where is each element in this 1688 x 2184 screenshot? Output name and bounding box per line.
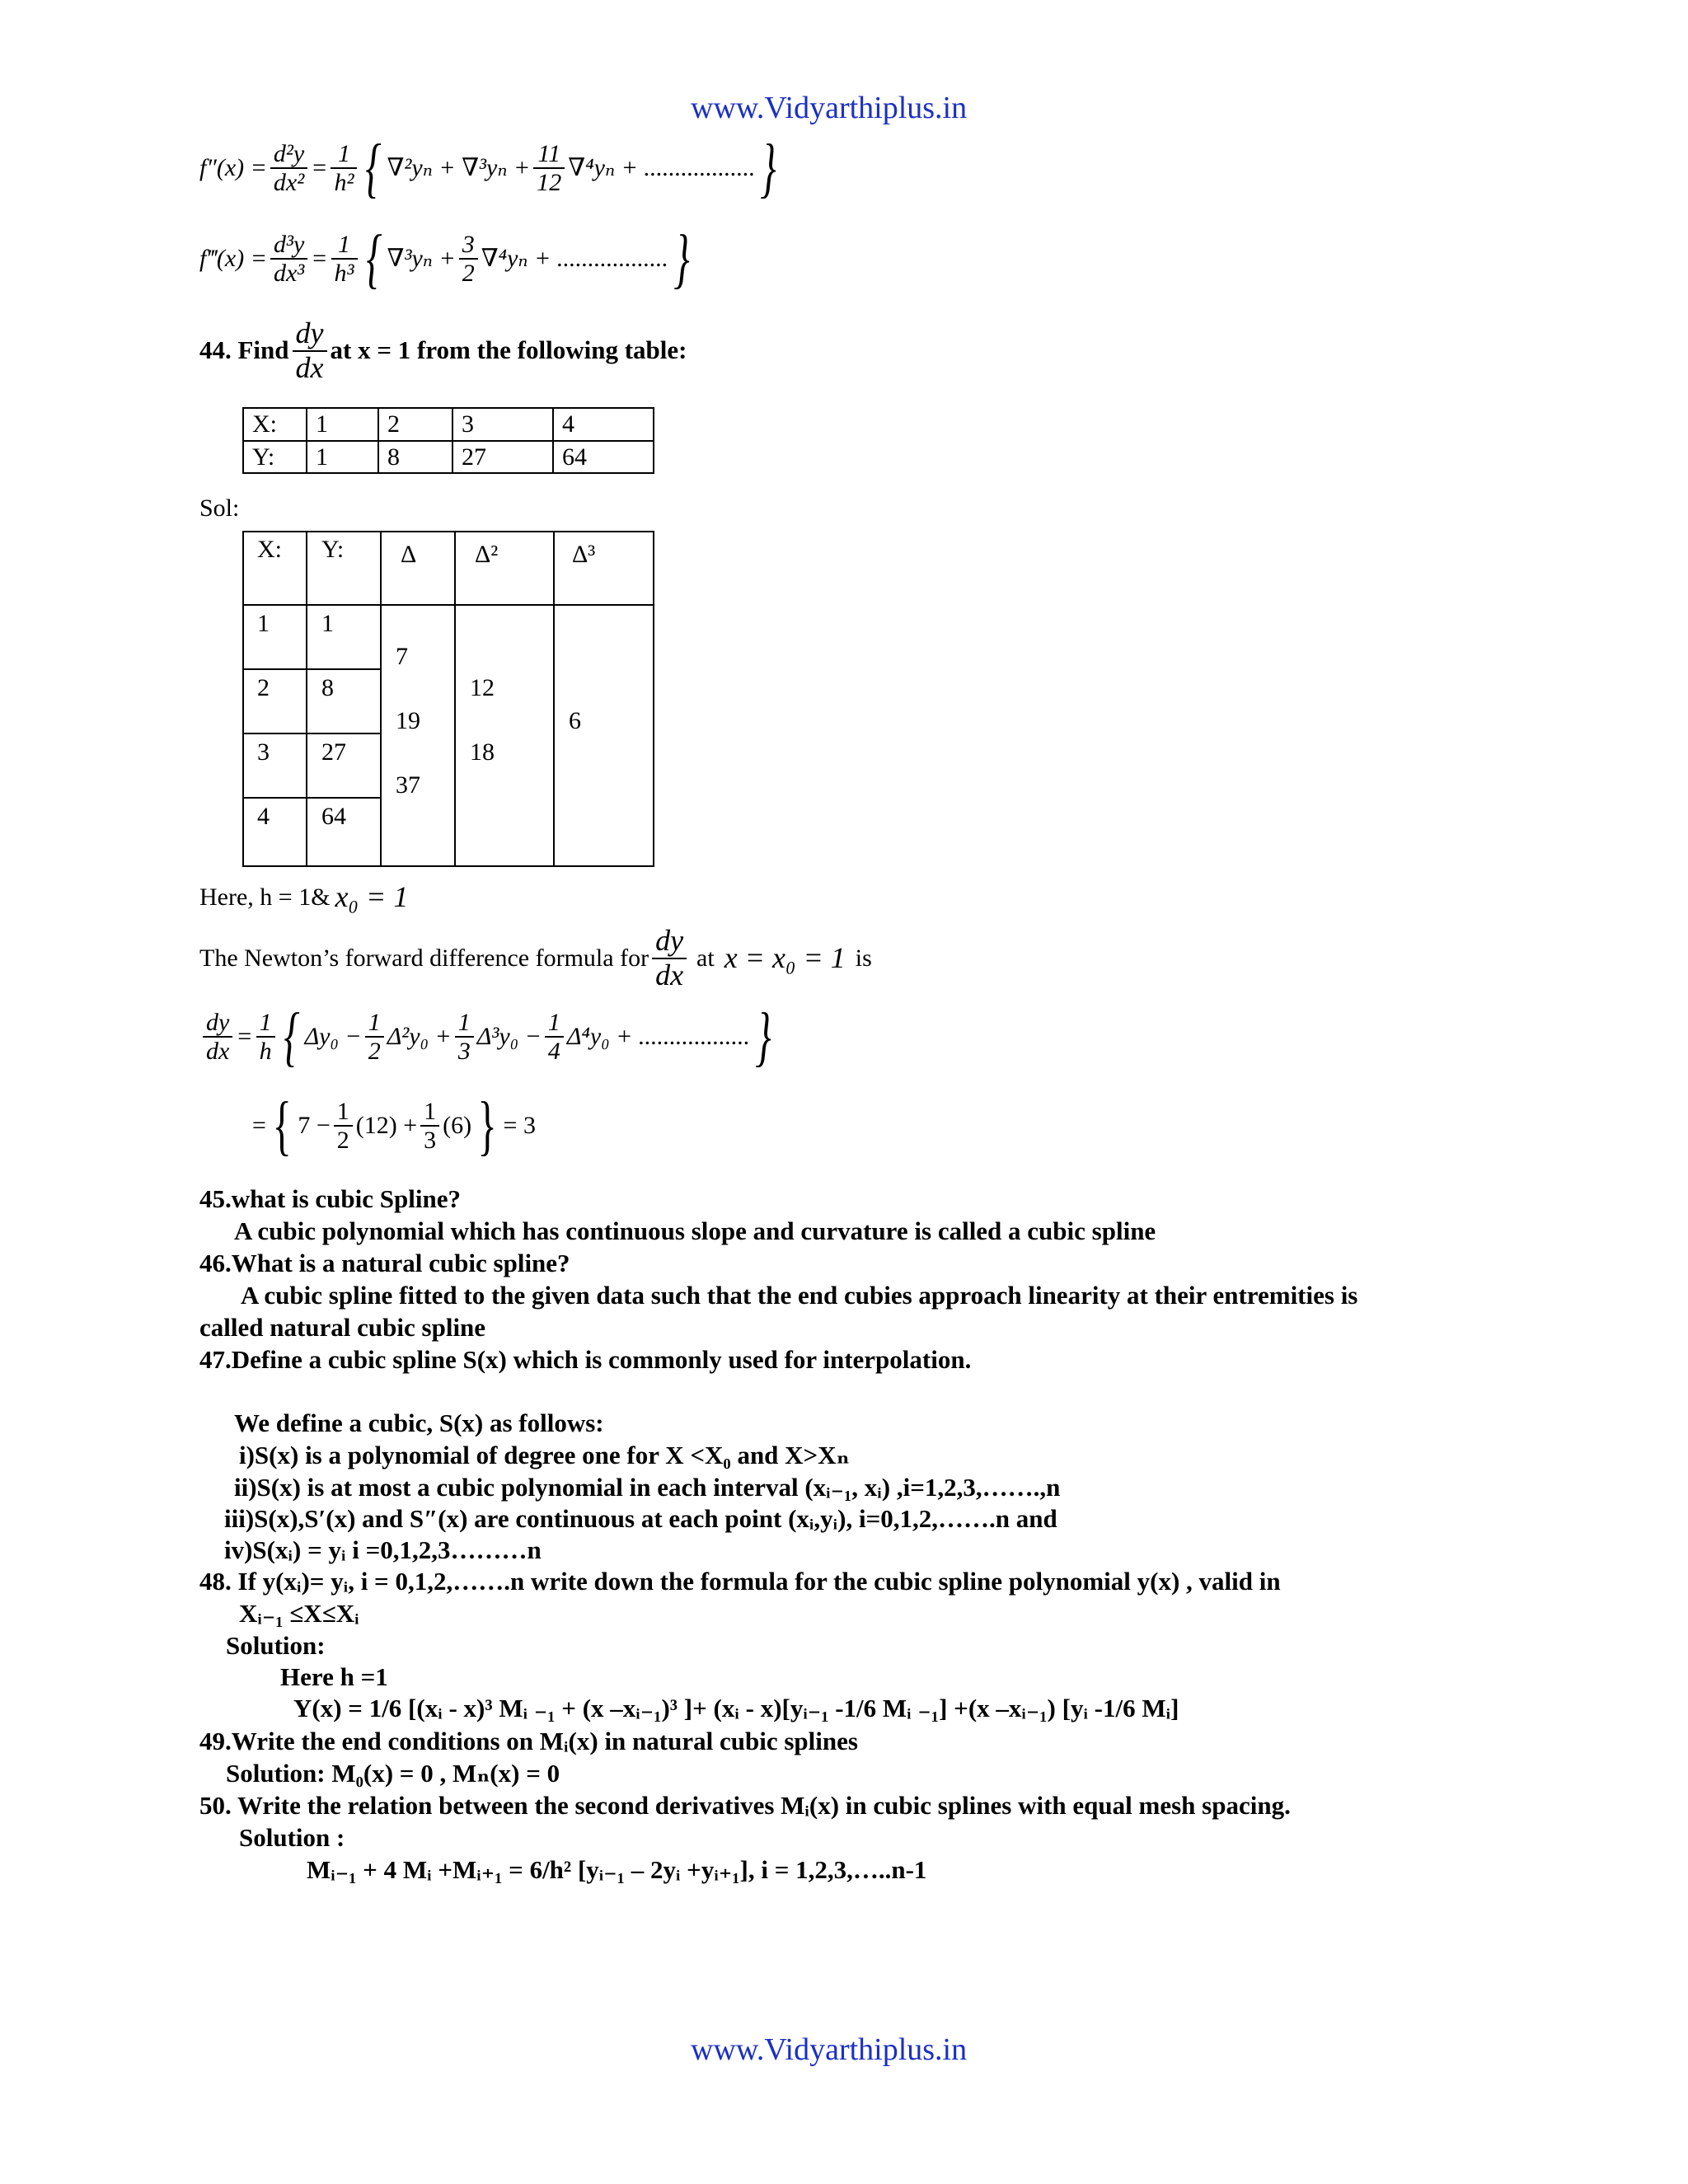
table-cell: 8 (378, 441, 452, 474)
third-lhs: f‴(x) = (199, 245, 267, 273)
q48-formula: Y(x) = 1/6 [(xᵢ - x)³ Mᵢ ₋₁ + (x –xᵢ₋₁)³ ]+ (xᵢ - x)[yᵢ₋₁ -1/6 Mᵢ ₋₁] +(x –xᵢ₋₁) [yᵢ -1/6 Mᵢ] (293, 1694, 1179, 1722)
eq-sign: = (311, 154, 328, 182)
here-line (199, 879, 408, 916)
calculation-line: = { 7 − $\frac{1}{2}$ (12) + $\frac{1}{3}$ (6) } = 3 (252, 1090, 536, 1162)
formula-f1n: 1 (368, 1009, 381, 1036)
q47-question: 47.Define a cubic spline S(x) which is commonly used for interpolation. (199, 1345, 972, 1374)
here-x0: x₀ = 1 (335, 880, 409, 913)
table-cell: 27 (452, 441, 553, 474)
formula-f3n: 1 (547, 1009, 560, 1036)
table-cell: 64 (553, 441, 654, 474)
table-cell: 4 (553, 408, 654, 441)
one-num-2: 1 (338, 231, 351, 258)
header-delta2: Δ² (475, 541, 499, 568)
x-value: 1 (257, 610, 270, 637)
d2y-num: d²y (273, 140, 305, 167)
newton-dx: dx (652, 958, 687, 992)
y-value: 64 (321, 803, 346, 830)
three-num: 3 (462, 231, 475, 258)
calc-fn2: 1 (424, 1098, 437, 1125)
formula-eq: = (236, 1023, 253, 1051)
newton-dy: dy (655, 924, 684, 957)
formula-f3d: 4 (545, 1036, 564, 1065)
header-delta3: Δ³ (572, 541, 596, 568)
delta2-value: 18 (470, 738, 495, 766)
q46-answer-line1: A cubic spline fitted to the given data such that the end cubies approach linearity at their entremities is (241, 1281, 1358, 1310)
delta1-value: 19 (396, 707, 420, 734)
difference-table (242, 531, 654, 867)
calc-c: (6) (443, 1112, 472, 1140)
formula-dx: dx (203, 1036, 232, 1065)
q48-here: Here h =1 (280, 1662, 388, 1691)
header-site-link[interactable]: www.Vidyarthiplus.in (691, 91, 968, 125)
formula-f1d: 2 (365, 1036, 384, 1065)
third-terms-a: ∇³yₙ + (387, 245, 456, 273)
q44-prefix: 44. Find (199, 335, 289, 365)
table-row (243, 408, 654, 441)
h3-den: h³ (331, 258, 358, 287)
one-num: 1 (337, 140, 350, 167)
table-row (243, 441, 654, 474)
calc-fd1: 2 (334, 1125, 353, 1154)
two-den: 2 (459, 258, 478, 287)
x-value: 4 (257, 803, 270, 830)
table-cell: 3 (452, 408, 553, 441)
calc-eq: = (252, 1112, 266, 1140)
header-delta1: Δ (401, 541, 417, 568)
dx2-den: dx² (270, 167, 307, 196)
second-terms-b: ∇⁴yₙ + .................. (568, 154, 756, 182)
table-cell: Y: (243, 441, 307, 474)
q49-solution: Solution: M₀(x) = 0 , Mₙ(x) = 0 (226, 1759, 560, 1788)
q47-item-iv: iv)S(xᵢ) = yᵢ i =0,1,2,3………n (224, 1535, 542, 1564)
second-derivative-formula: f″(x) = $\frac{\text{d²y}}{\text{dx²}}$ = $\frac{1}{\text{h²}}$ { ∇²yₙ + ∇³yₙ + $\frac{11}{12}$ ∇⁴yₙ + .................. } (199, 132, 776, 204)
delta1-value: 37 (396, 771, 420, 799)
newton-at: at (696, 944, 715, 972)
calc-b: (12) + (355, 1112, 418, 1140)
delta1-value: 7 (396, 643, 408, 670)
y-value: 8 (321, 674, 334, 701)
y-value: 27 (321, 738, 346, 766)
here-text: Here, h = 1& (199, 883, 331, 911)
q48-solution-label: Solution: (226, 1631, 326, 1660)
q44-suffix: at x = 1 from the following table: (330, 335, 687, 365)
calc-fd2: 3 (420, 1125, 439, 1154)
q48-question: 48. If y(xᵢ)= yᵢ, i = 0,1,2,…….n write down the formula for the cubic spline polynomial y(x) , valid in (199, 1567, 1281, 1596)
q46-answer-line2: called natural cubic spline (199, 1313, 486, 1342)
q45-answer: A cubic polynomial which has continuous slope and curvature is called a cubic spline (234, 1216, 1156, 1245)
q50-question: 50. Write the relation between the second derivatives Mᵢ(x) in cubic splines with equal mesh spacing. (199, 1791, 1291, 1820)
h2-den: h² (331, 167, 357, 196)
twelve-den: 12 (533, 167, 565, 196)
newton-text: The Newton’s forward difference formula for (199, 944, 649, 972)
q44-dx: dx (293, 350, 327, 385)
footer-site-link[interactable]: www.Vidyarthiplus.in (691, 2032, 968, 2067)
q47-item-ii: ii)S(x) is at most a cubic polynomial in each interval (xᵢ₋₁, xᵢ) ,i=1,2,3,…….,n (234, 1473, 1061, 1502)
d3y-num: d³y (273, 231, 305, 258)
formula-f2d: 3 (455, 1036, 474, 1065)
sol-label: Sol: (199, 494, 240, 522)
table-cell: 2 (378, 408, 452, 441)
newton-formula: $\frac{dy}{dx}$ = $\frac{1}{h}$ { Δy₀ − $\frac{1}{2}$ Δ²y₀ + $\frac{1}{3}$ Δ³y₀ − $\frac{1}{4}$ Δ⁴y₀ + .................. } (199, 1007, 776, 1066)
eq-sign-2: = (311, 245, 328, 273)
calc-a: 7 − (298, 1112, 331, 1140)
formula-term1: Δy₀ − (304, 1023, 362, 1051)
formula-term4: Δ⁴y₀ + .................. (566, 1023, 750, 1051)
dx3-den: dx³ (270, 258, 307, 287)
q44-data-table (242, 407, 654, 474)
newton-cond: x = x₀ = 1 (724, 941, 846, 975)
q47-intro: We define a cubic, S(x) as follows: (234, 1408, 604, 1437)
q47-item-i: i)S(x) is a polynomial of degree one for X <X₀ and X>Xₙ (239, 1441, 850, 1469)
calc-fn1: 1 (336, 1098, 349, 1125)
q46-question: 46.What is a natural cubic spline? (199, 1249, 570, 1277)
formula-term3: Δ³y₀ − (476, 1023, 542, 1051)
third-terms-b: ∇⁴yₙ + .................. (481, 245, 668, 273)
q48-range: Xᵢ₋₁ ≤X≤Xᵢ (239, 1599, 359, 1628)
x-value: 2 (257, 674, 270, 701)
q50-solution-label: Solution : (239, 1823, 345, 1852)
formula-one: 1 (259, 1009, 272, 1036)
y-value: 1 (321, 610, 334, 637)
newton-is: is (855, 944, 872, 972)
table-cell: X: (243, 408, 307, 441)
third-derivative-formula: f‴(x) = $\frac{\text{d³y}}{\text{dx³}}$ = $\frac{1}{\text{h³}}$ { ∇³yₙ + $\frac{3}{2}$ ∇⁴yₙ + .................. } (199, 223, 690, 295)
formula-term2: Δ²y₀ + (387, 1023, 452, 1051)
q45-question: 45.what is cubic Spline? (199, 1184, 461, 1213)
second-terms-a: ∇²yₙ + ∇³yₙ + (387, 154, 531, 182)
table-cell: 1 (307, 441, 378, 474)
q44-dy: dy (295, 316, 324, 349)
calc-result: = 3 (503, 1112, 536, 1140)
eleven-num: 11 (537, 140, 561, 167)
q49-question: 49.Write the end conditions on Mᵢ(x) in natural cubic splines (199, 1727, 858, 1755)
header-x: X: (257, 536, 282, 563)
q47-item-iii: iii)S(x),S′(x) and S″(x) are continuous at each point (xᵢ,yᵢ), i=0,1,2,…….n and (224, 1504, 1057, 1533)
newton-line (199, 925, 872, 991)
second-lhs: f″(x) = (199, 154, 267, 182)
q50-formula: Mᵢ₋₁ + 4 Mᵢ +Mᵢ₊₁ = 6/h² [yᵢ₋₁ – 2yᵢ +yᵢ₊₁], i = 1,2,3,…..n-1 (307, 1855, 927, 1884)
x-value: 3 (257, 738, 270, 766)
formula-f2n: 1 (457, 1009, 471, 1036)
delta2-value: 12 (470, 674, 495, 701)
table-cell: 1 (307, 408, 378, 441)
q44-heading (199, 317, 687, 384)
delta3-value: 6 (569, 707, 581, 734)
header-y: Y: (321, 536, 345, 563)
formula-h: h (256, 1036, 275, 1065)
difference-table-grid (242, 531, 654, 867)
formula-dy: dy (206, 1009, 230, 1036)
